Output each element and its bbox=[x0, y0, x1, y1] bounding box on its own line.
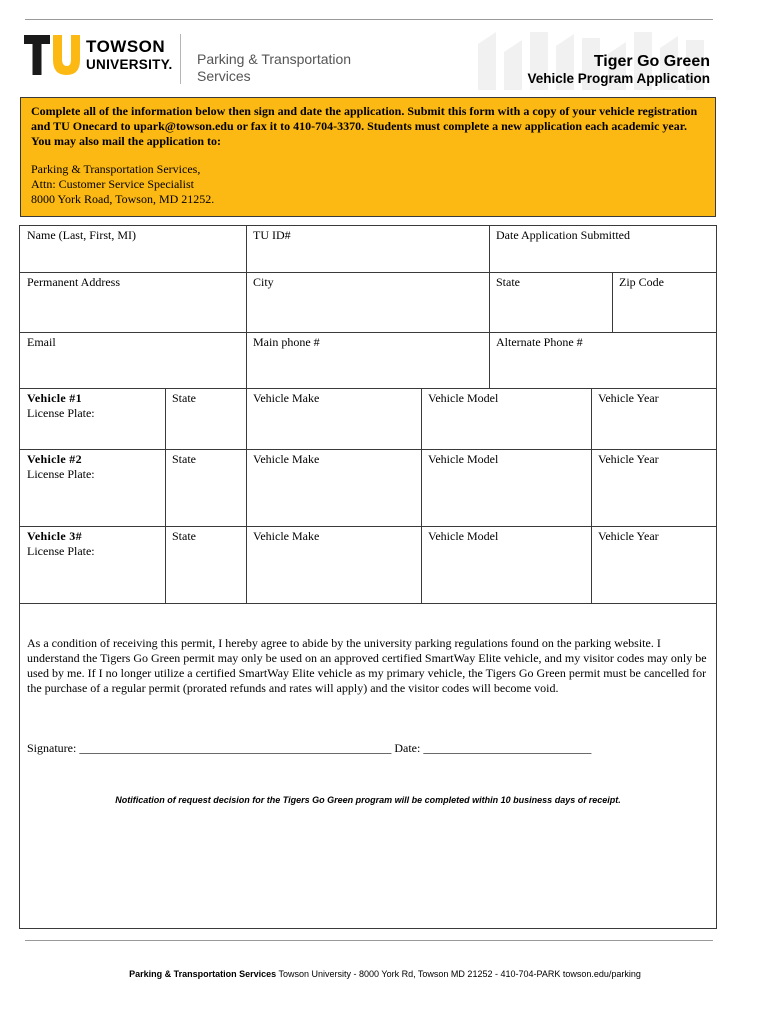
zip-field[interactable]: Zip Code bbox=[619, 275, 664, 289]
application-form bbox=[19, 225, 717, 929]
tu-id-field[interactable]: TU ID# bbox=[253, 228, 291, 242]
vehicle-2-plate-field[interactable]: License Plate: bbox=[27, 467, 95, 481]
permanent-address-field[interactable]: Permanent Address bbox=[27, 275, 120, 289]
instructions-text: Complete all of the information below then sign and date the application. Submit this form with a copy of your vehicle registration and TU Onecard to upark@towson.edu or fax it to 410-704-3370. Students must complete a new application each academic year. You may also mail the application to: bbox=[31, 104, 698, 148]
program-subtitle: Vehicle Program Application bbox=[527, 71, 710, 86]
address-line2: Attn: Customer Service Specialist bbox=[31, 177, 194, 191]
vehicle-2-make-field[interactable]: Vehicle Make bbox=[253, 452, 320, 466]
decision-note: Notification of request decision for the Tigers Go Green program will be completed within 10 business days of receipt. bbox=[115, 795, 621, 805]
top-rule bbox=[25, 19, 713, 20]
vehicle-3-state-field[interactable]: State bbox=[172, 529, 196, 543]
tu-logo-icon bbox=[24, 35, 80, 75]
col-divider bbox=[591, 388, 592, 603]
email-field[interactable]: Email bbox=[27, 335, 56, 349]
instructions-box bbox=[20, 97, 716, 217]
date-submitted-field[interactable]: Date Application Submitted bbox=[496, 228, 630, 242]
state-field[interactable]: State bbox=[496, 275, 520, 289]
footer-contact: Towson University - 8000 York Rd, Towson MD 21252 - 410-704-PARK towson.edu/parking bbox=[278, 969, 641, 979]
date-field[interactable]: Date: ____________________________ bbox=[394, 741, 592, 755]
main-phone-field[interactable]: Main phone # bbox=[253, 335, 320, 349]
vehicle-1-plate-field[interactable]: License Plate: bbox=[27, 406, 95, 420]
col-divider bbox=[489, 226, 490, 388]
vehicle-2-state-field[interactable]: State bbox=[172, 452, 196, 466]
program-title: Tiger Go Green bbox=[593, 53, 710, 70]
col-divider bbox=[246, 388, 247, 603]
vehicle-1-title: Vehicle #1 bbox=[27, 391, 82, 405]
address-line3: 8000 York Road, Towson, MD 21252. bbox=[31, 192, 215, 206]
logo-line2: UNIVERSITY. bbox=[86, 57, 173, 72]
footer-dept: Parking & Transportation Services bbox=[129, 969, 277, 979]
signature-line bbox=[27, 741, 591, 756]
logo-wordmark bbox=[86, 38, 173, 72]
vehicle-1-model-field[interactable]: Vehicle Model bbox=[428, 391, 499, 405]
row-divider bbox=[20, 603, 716, 604]
row-divider bbox=[20, 526, 716, 527]
department-line1: Parking & Transportation bbox=[197, 51, 352, 67]
name-field[interactable]: Name (Last, First, MI) bbox=[27, 228, 136, 242]
row-divider bbox=[20, 332, 716, 333]
vehicle-2-model-field[interactable]: Vehicle Model bbox=[428, 452, 499, 466]
footer bbox=[0, 969, 770, 979]
col-divider bbox=[246, 226, 247, 388]
bottom-rule bbox=[25, 940, 713, 941]
col-divider bbox=[612, 272, 613, 332]
logo-line1: TOWSON bbox=[86, 37, 166, 56]
alternate-phone-field[interactable]: Alternate Phone # bbox=[496, 335, 583, 349]
col-divider bbox=[421, 388, 422, 603]
logo-divider bbox=[180, 34, 181, 84]
vehicle-2-title: Vehicle #2 bbox=[27, 452, 82, 466]
agreement-text: As a condition of receiving this permit, I hereby agree to abide by the university parking regulations found on the parking website. I understand the Tigers Go Green permit may only be used on an approved certified SmartWay Elite vehicle, and my visitor codes may only be used by me. If I no longer utilize a certified SmartWay Elite vehicle as my primary vehicle, the Tigers Go Green permit must be cancelled for the purchase of a regular permit (prorated refunds and rates will apply) and the visitor codes will become void. bbox=[27, 636, 707, 695]
vehicle-2-year-field[interactable]: Vehicle Year bbox=[598, 452, 659, 466]
col-divider bbox=[165, 388, 166, 603]
row-divider bbox=[20, 449, 716, 450]
vehicle-1-make-field[interactable]: Vehicle Make bbox=[253, 391, 320, 405]
department-name bbox=[197, 51, 351, 85]
address-line1: Parking & Transportation Services, bbox=[31, 162, 201, 176]
mailing-address bbox=[31, 162, 705, 207]
vehicle-3-plate-field[interactable]: License Plate: bbox=[27, 544, 95, 558]
vehicle-3-year-field[interactable]: Vehicle Year bbox=[598, 529, 659, 543]
vehicle-1-year-field[interactable]: Vehicle Year bbox=[598, 391, 659, 405]
signature-field[interactable]: Signature: ____________________________________________________ bbox=[27, 741, 392, 755]
row-divider bbox=[20, 388, 716, 389]
department-line2: Services bbox=[197, 68, 251, 84]
vehicle-3-model-field[interactable]: Vehicle Model bbox=[428, 529, 499, 543]
vehicle-3-make-field[interactable]: Vehicle Make bbox=[253, 529, 320, 543]
vehicle-3-title: Vehicle 3# bbox=[27, 529, 82, 543]
vehicle-1-state-field[interactable]: State bbox=[172, 391, 196, 405]
city-field[interactable]: City bbox=[253, 275, 274, 289]
